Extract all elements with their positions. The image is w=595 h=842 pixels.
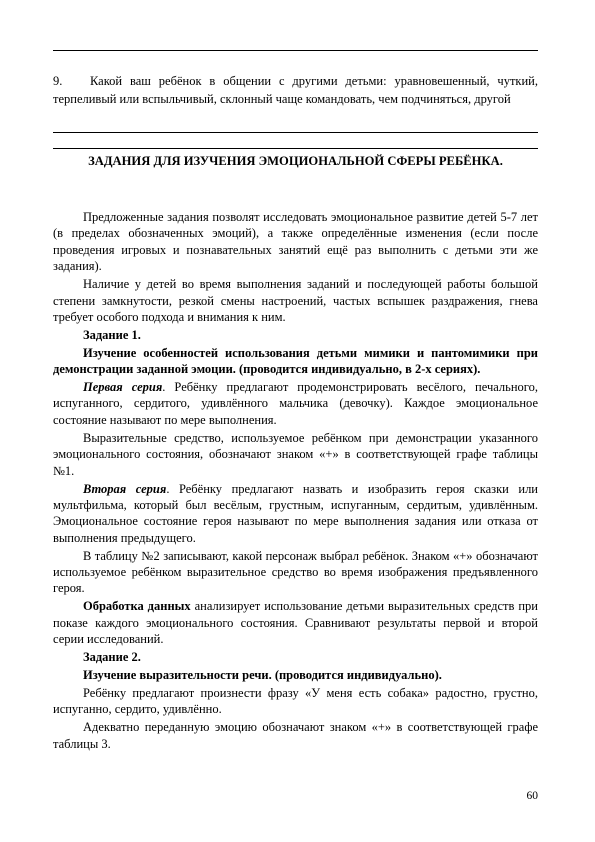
paragraph-adequate: Адекватно переданную эмоцию обозначают знаком «+» в соответствующей графе таблицы 3. xyxy=(53,720,538,751)
series-2-label: Вторая серия xyxy=(83,481,167,496)
task-1-title: Изучение особенностей использования детьми мимики и пантомимики при демонстрации заданной эмоции. (проводится индивидуально, в 2-х сериях). xyxy=(53,345,538,377)
task-2-title: Изучение выразительности речи. (проводится индивидуально). xyxy=(83,667,442,682)
paragraph-intro: Предложенные задания позволят исследовать эмоциональное развитие детей 5-7 лет (в пределах обозначенных эмоций), а также определённые изменения (если после проведения игровых и познавательных занятий ещё раз выполнить с детьми эти же задания). xyxy=(53,210,538,274)
processing-text: анализирует использование детьми выразительных средств при показе каждого эмоционального состояния. Сравнивают результаты первой и второй серии исследований. xyxy=(53,599,538,647)
paragraph-table-2: В таблицу №2 записывают, какой персонаж выбрал ребёнок. Знаком «+» обозначают используемое ребёнком выразительное средство во время изображения предъявленного героя. xyxy=(53,548,538,596)
page-number: 60 xyxy=(526,790,538,802)
question-text: Какой ваш ребёнок в общении с другими детьми: уравновешенный, чуткий, терпеливый или вспыльчивый, склонный чаще командовать, чем подчиняться, другой xyxy=(53,74,538,106)
question-number: 9. xyxy=(53,74,63,88)
series-1-label: Первая серия xyxy=(83,380,163,395)
task-1-label: Задание 1. xyxy=(83,327,141,342)
task-2-label: Задание 2. xyxy=(83,650,141,665)
paragraph-phrase: Ребёнку предлагают произнести фразу «У меня есть собака» радостно, грустно, испуганно, сердито, удивлённо. xyxy=(53,685,538,717)
answer-line-2 xyxy=(53,148,538,149)
paragraph-processing xyxy=(53,598,538,647)
answer-line-1 xyxy=(53,132,538,133)
paragraph-presence: Наличие у детей во время выполнения заданий и последующей работы большой степени замкнутости, резкой смены настроений, частых вспышек раздражения, гнева требует особого подхода и внимания к ним. xyxy=(53,277,538,324)
question-9 xyxy=(53,73,538,108)
paragraph-series-1 xyxy=(53,379,538,428)
paragraph-series-2 xyxy=(53,481,538,547)
section-title: ЗАДАНИЯ ДЛЯ ИЗУЧЕНИЯ ЭМОЦИОНАЛЬНОЙ СФЕРЫ РЕБЁНКА. xyxy=(88,154,503,168)
series-2-text: . Ребёнку предлагают назвать и изобразить героя сказки или мультфильма, который был весёлым, грустным, испуганным, сердитым, удивлённым. Эмоциональное состояние героя называют по мере выполнения задания или отказа от выполнения предыдущего. xyxy=(53,481,538,545)
paragraph-expressive: Выразительные средство, используемое ребёнком при демонстрации указанного эмоционального состояния, обозначают знаком «+» в соответствующей графе таблицы №1. xyxy=(53,430,538,478)
series-1-text: . Ребёнку предлагают продемонстрировать весёлого, печального, испуганного, сердитого, удивлённого мальчика (девочку). Каждое эмоциональное состояние называют по мере выполнения. xyxy=(53,380,538,427)
processing-label: Обработка данных xyxy=(83,599,191,614)
body-text xyxy=(53,209,538,754)
answer-line-top xyxy=(53,50,538,51)
